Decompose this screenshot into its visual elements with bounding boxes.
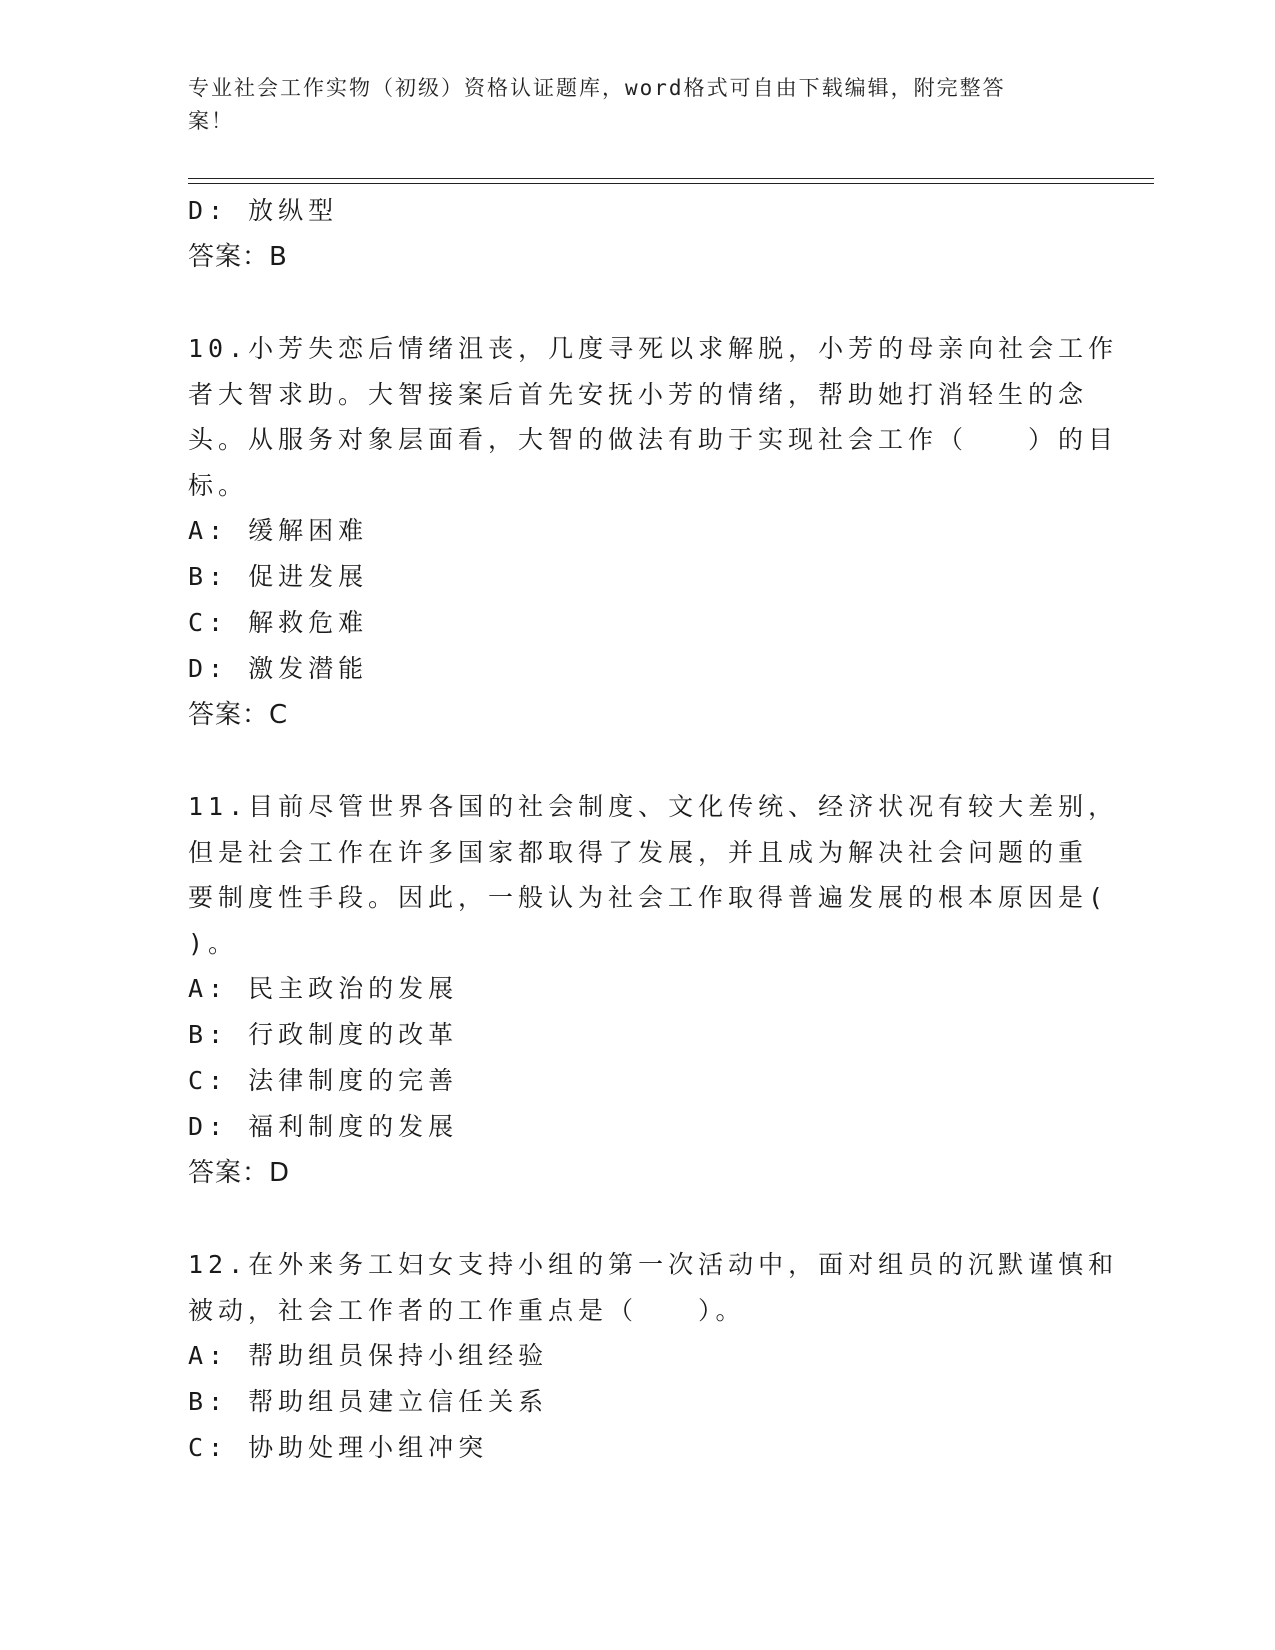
stem-line: 12.在外来务工妇女支持小组的第一次活动中，面对组员的沉默谨慎和 bbox=[188, 1250, 1119, 1279]
option-a: A: 民主政治的发展 bbox=[188, 974, 459, 1003]
answer: 答案：B bbox=[188, 242, 288, 272]
option-b: B: 促进发展 bbox=[188, 562, 369, 591]
stem-line: )。 bbox=[188, 928, 239, 958]
answer: 答案：C bbox=[188, 700, 289, 730]
option-a: A: 缓解困难 bbox=[188, 516, 369, 545]
header-line-1: 专业社会工作实物（初级）资格认证题库，word格式可自由下载编辑，附完整答 bbox=[188, 76, 1006, 100]
question-10 bbox=[188, 326, 1119, 738]
stem-line: 头。从服务对象层面看，大智的做法有助于实现社会工作（ ）的目 bbox=[188, 425, 1119, 454]
stem-line: 但是社会工作在许多国家都取得了发展，并且成为解决社会问题的重 bbox=[188, 837, 1089, 867]
question-stem bbox=[188, 1242, 1119, 1333]
question-12 bbox=[188, 1242, 1119, 1471]
stem-line: 11.目前尽管世界各国的社会制度、文化传统、经济状况有较大差别， bbox=[188, 792, 1119, 821]
header-rule-bottom bbox=[188, 183, 1154, 184]
option-c: C: 协助处理小组冲突 bbox=[188, 1433, 489, 1462]
stem-line: 10.小芳失恋后情绪沮丧，几度寻死以求解脱，小芳的母亲向社会工作 bbox=[188, 334, 1119, 363]
stem-line: 要制度性手段。因此，一般认为社会工作取得普遍发展的根本原因是( bbox=[188, 883, 1109, 912]
page-header bbox=[188, 72, 1068, 138]
option-a: A: 帮助组员保持小组经验 bbox=[188, 1341, 549, 1370]
option-d: D: 激发潜能 bbox=[188, 654, 369, 683]
header-rule-top bbox=[188, 178, 1154, 179]
option-b: B: 帮助组员建立信任关系 bbox=[188, 1387, 549, 1416]
stem-line: 被动，社会工作者的工作重点是（ ）。 bbox=[188, 1295, 746, 1325]
option-b: B: 行政制度的改革 bbox=[188, 1020, 459, 1049]
header-line-2: 案！ bbox=[188, 109, 234, 133]
question-stem bbox=[188, 784, 1119, 966]
stem-line: 标。 bbox=[188, 470, 249, 500]
question-11 bbox=[188, 784, 1119, 1196]
answer: 答案：D bbox=[188, 1158, 291, 1188]
option-c: C: 法律制度的完善 bbox=[188, 1066, 459, 1095]
option-d: D: 福利制度的发展 bbox=[188, 1112, 459, 1141]
option-c: C: 解救危难 bbox=[188, 608, 369, 637]
stem-line: 者大智求助。大智接案后首先安抚小芳的情绪，帮助她打消轻生的念 bbox=[188, 379, 1089, 409]
option-d: D: 放纵型 bbox=[188, 196, 339, 225]
question-stem bbox=[188, 326, 1119, 508]
question-list bbox=[188, 188, 1119, 1471]
